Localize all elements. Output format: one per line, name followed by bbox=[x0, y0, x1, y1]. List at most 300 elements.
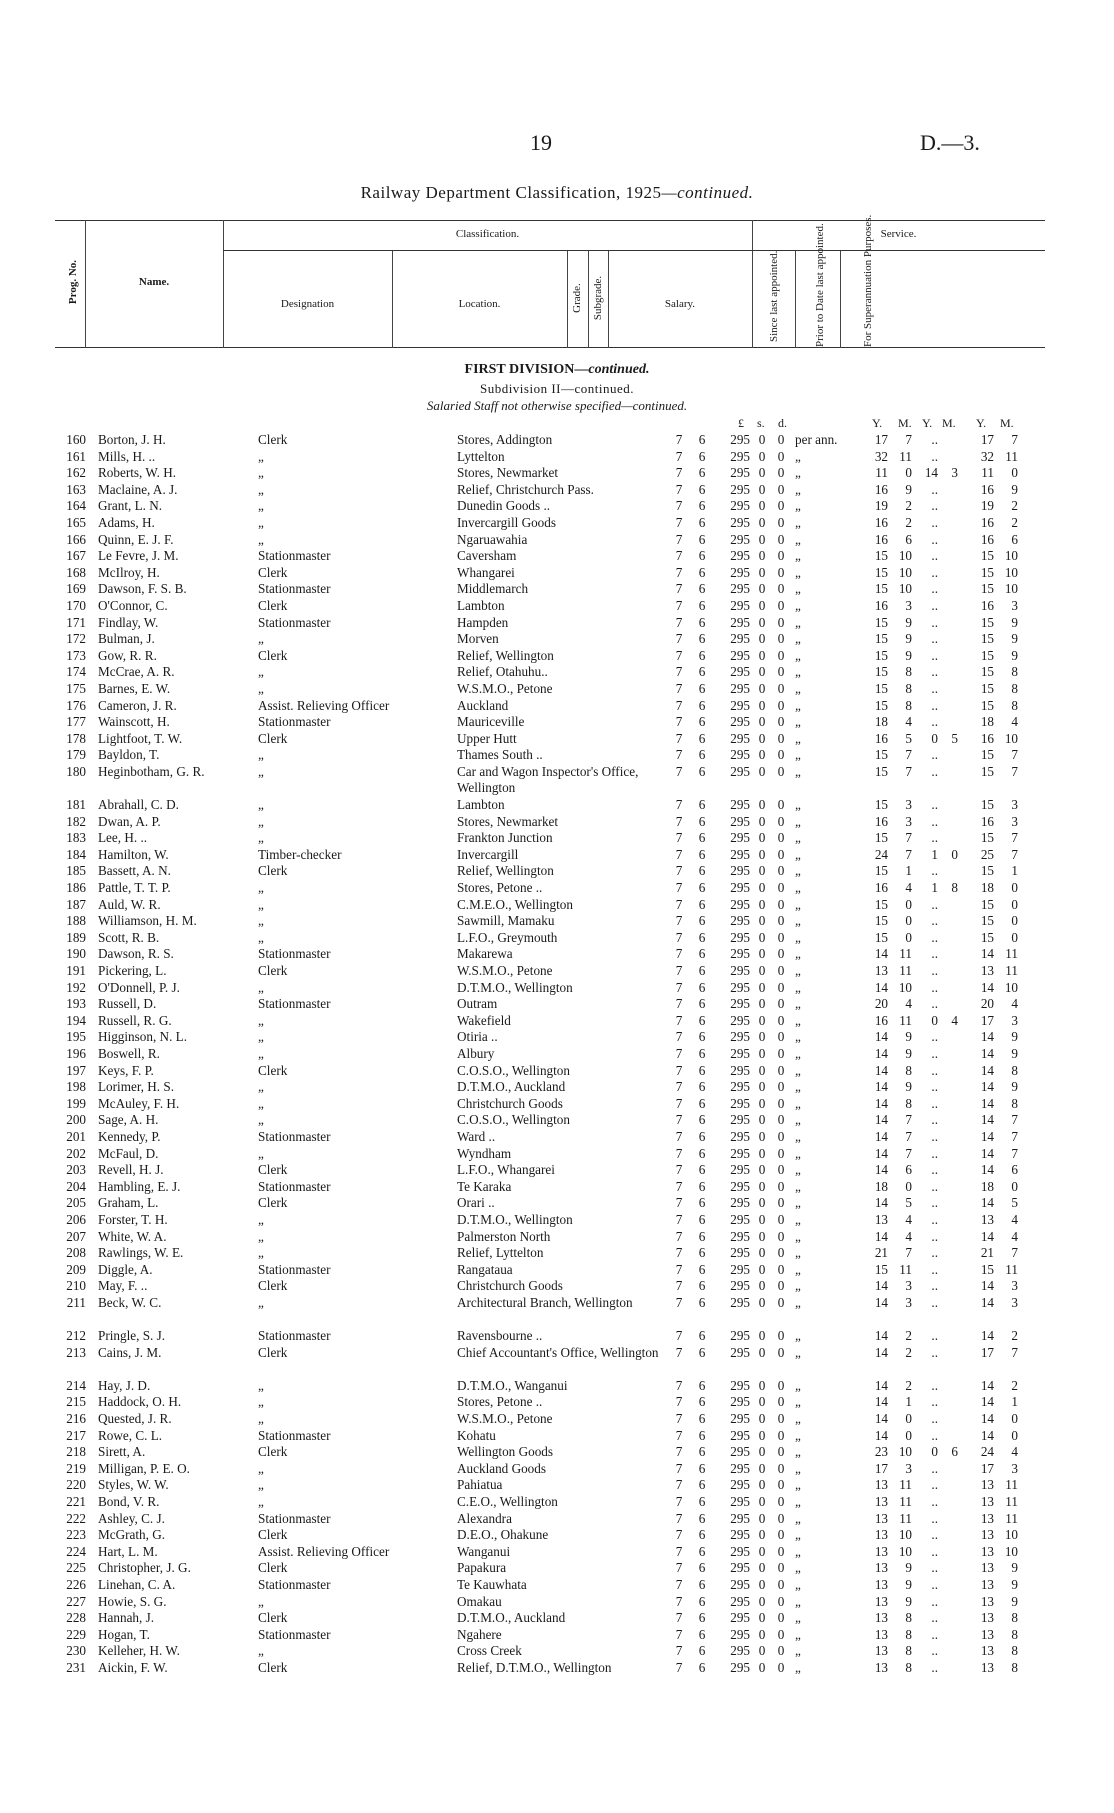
salary-pounds: 295 bbox=[730, 597, 750, 613]
staff-table-body bbox=[0, 432, 1114, 1693]
super-months: 3 bbox=[1011, 1460, 1018, 1476]
salary-pounds: 295 bbox=[730, 1128, 750, 1144]
salary-per: „ bbox=[795, 880, 801, 896]
since-last-years: 16 bbox=[874, 514, 888, 530]
since-last-years: 14 bbox=[874, 946, 888, 962]
prior-months: 6 bbox=[951, 1444, 958, 1460]
salary-shillings: 0 bbox=[758, 1294, 766, 1310]
location: L.F.O., Greymouth bbox=[457, 929, 558, 945]
subgrade: 6 bbox=[698, 946, 706, 962]
grade: 7 bbox=[675, 797, 683, 813]
prior-years: .. bbox=[931, 448, 938, 464]
salary-shillings: 0 bbox=[758, 1394, 766, 1410]
subgrade: 6 bbox=[698, 996, 706, 1012]
super-years: 13 bbox=[980, 1643, 994, 1659]
table-row bbox=[0, 631, 1114, 648]
salary-shillings: 0 bbox=[758, 1377, 766, 1393]
salary-per: „ bbox=[795, 929, 801, 945]
prog-no: 174 bbox=[66, 664, 86, 680]
super-years: 14 bbox=[980, 1095, 994, 1111]
staff-name: Dwan, A. P. bbox=[98, 813, 161, 829]
salary-pence: 0 bbox=[777, 1543, 785, 1559]
since-last-months: 9 bbox=[905, 631, 912, 647]
prog-no: 204 bbox=[66, 1178, 86, 1194]
salary-shillings: 0 bbox=[758, 432, 766, 447]
super-months: 9 bbox=[1011, 1593, 1018, 1609]
since-last-months: 10 bbox=[898, 581, 912, 597]
super-years: 15 bbox=[980, 863, 994, 879]
grade: 7 bbox=[675, 1162, 683, 1178]
salary-pounds: 295 bbox=[730, 1045, 750, 1061]
since-last-months: 4 bbox=[905, 1228, 912, 1244]
salary-pence: 0 bbox=[777, 813, 785, 829]
since-last-months: 3 bbox=[905, 797, 912, 813]
since-last-months: 7 bbox=[905, 1245, 912, 1261]
salary-shillings: 0 bbox=[758, 714, 766, 730]
salary-pence: 0 bbox=[777, 1128, 785, 1144]
salary-shillings: 0 bbox=[758, 1344, 766, 1360]
table-row bbox=[0, 1229, 1114, 1246]
prog-no: 215 bbox=[66, 1394, 86, 1410]
salary-pence: 0 bbox=[777, 680, 785, 696]
super-years: 19 bbox=[980, 498, 994, 514]
subgrade: 6 bbox=[698, 514, 706, 530]
staff-name: Pringle, S. J. bbox=[98, 1328, 166, 1344]
subgrade: 6 bbox=[698, 432, 706, 447]
prior-years: .. bbox=[931, 1162, 938, 1178]
salary-pounds: 295 bbox=[730, 1427, 750, 1443]
table-row bbox=[0, 698, 1114, 715]
grade: 7 bbox=[675, 1626, 683, 1642]
prior-years: .. bbox=[931, 680, 938, 696]
prior-years: 0 bbox=[931, 1444, 938, 1460]
salary-shillings: 0 bbox=[758, 1178, 766, 1194]
prog-no: 213 bbox=[66, 1344, 86, 1360]
salary-per: „ bbox=[795, 1543, 801, 1559]
subgrade: 6 bbox=[698, 1344, 706, 1360]
prior-years: .. bbox=[931, 531, 938, 547]
grade: 7 bbox=[675, 1477, 683, 1493]
location: Whangarei bbox=[457, 564, 515, 580]
staff-name: Williamson, H. M. bbox=[98, 913, 197, 929]
salary-pounds: 295 bbox=[730, 1394, 750, 1410]
since-last-years: 13 bbox=[874, 1576, 888, 1592]
salary-shillings: 0 bbox=[758, 564, 766, 580]
salary-pence: 0 bbox=[777, 631, 785, 647]
location: Wanganui bbox=[457, 1543, 511, 1559]
salary-per: „ bbox=[795, 846, 801, 862]
staff-name: McFaul, D. bbox=[98, 1145, 159, 1161]
salary-pence: 0 bbox=[777, 1211, 785, 1227]
staff-name: Lorimer, H. S. bbox=[98, 1079, 175, 1095]
since-last-years: 13 bbox=[874, 1659, 888, 1675]
staff-name: McCrae, A. R. bbox=[98, 664, 175, 680]
since-last-months: 0 bbox=[905, 929, 912, 945]
prior-years: .. bbox=[931, 747, 938, 763]
salary-pounds: 295 bbox=[730, 846, 750, 862]
prior-years: .. bbox=[931, 1045, 938, 1061]
grade: 7 bbox=[675, 1294, 683, 1310]
since-last-months: 9 bbox=[905, 1079, 912, 1095]
since-last-months: 0 bbox=[905, 465, 912, 481]
salary-per: „ bbox=[795, 1012, 801, 1028]
since-last-months: 8 bbox=[905, 697, 912, 713]
grade: 7 bbox=[675, 1328, 683, 1344]
since-last-years: 13 bbox=[874, 1494, 888, 1509]
designation: Assist. Relieving Officer bbox=[258, 1543, 390, 1559]
prior-years: .. bbox=[931, 1460, 938, 1476]
header-prior: Prior to Date last appointed. bbox=[814, 223, 826, 347]
salary-per: „ bbox=[795, 913, 801, 929]
prior-years: 1 bbox=[931, 846, 938, 862]
location: Christchurch Goods bbox=[457, 1278, 563, 1294]
designation: Stationmaster bbox=[258, 548, 331, 564]
super-years: 15 bbox=[980, 830, 994, 846]
since-last-months: 2 bbox=[905, 498, 912, 514]
since-last-years: 13 bbox=[874, 1643, 888, 1659]
table-row bbox=[0, 681, 1114, 698]
super-months: 4 bbox=[1011, 714, 1018, 730]
subgrade: 6 bbox=[698, 714, 706, 730]
location: Sawmill, Mamaku bbox=[457, 913, 555, 929]
since-last-months: 9 bbox=[905, 1593, 912, 1609]
staff-name: Sirett, A. bbox=[98, 1444, 146, 1460]
since-last-months: 0 bbox=[905, 1178, 912, 1194]
unit-years-2: Y. bbox=[922, 416, 933, 430]
since-last-years: 16 bbox=[874, 531, 888, 547]
designation: Stationmaster bbox=[258, 1576, 331, 1592]
grade: 7 bbox=[675, 1145, 683, 1161]
super-years: 25 bbox=[980, 846, 994, 862]
super-years: 13 bbox=[980, 1527, 994, 1543]
location: Architectural Branch, Wellington bbox=[457, 1294, 633, 1310]
salary-pounds: 295 bbox=[730, 747, 750, 763]
prog-no: 206 bbox=[66, 1211, 86, 1227]
since-last-years: 15 bbox=[874, 747, 888, 763]
since-last-years: 16 bbox=[874, 597, 888, 613]
salary-per: „ bbox=[795, 1510, 801, 1526]
designation: Stationmaster bbox=[258, 996, 331, 1012]
subgrade: 6 bbox=[698, 1593, 706, 1609]
prior-months: 0 bbox=[951, 846, 958, 862]
salary-pence: 0 bbox=[777, 531, 785, 547]
prog-no: 163 bbox=[66, 481, 86, 497]
salary-shillings: 0 bbox=[758, 1444, 766, 1460]
prog-no: 185 bbox=[66, 863, 86, 879]
prog-no: 217 bbox=[66, 1427, 86, 1443]
location: Wakefield bbox=[457, 1012, 511, 1028]
prog-no: 205 bbox=[66, 1195, 86, 1211]
since-last-years: 15 bbox=[874, 614, 888, 630]
location: Makarewa bbox=[457, 946, 513, 962]
super-months: 11 bbox=[1005, 946, 1018, 962]
unit-years-1: Y. bbox=[872, 416, 883, 430]
prior-years: .. bbox=[931, 1328, 938, 1344]
staff-name: Wainscott, H. bbox=[98, 714, 170, 730]
super-months: 0 bbox=[1011, 929, 1018, 945]
salary-pence: 0 bbox=[777, 880, 785, 896]
salary-per: „ bbox=[795, 714, 801, 730]
super-years: 13 bbox=[980, 963, 994, 978]
location: Relief, Christchurch Pass. bbox=[457, 481, 594, 497]
super-months: 0 bbox=[1011, 896, 1018, 912]
prog-no: 167 bbox=[66, 548, 86, 564]
salary-pounds: 295 bbox=[730, 730, 750, 746]
grade: 7 bbox=[675, 896, 683, 912]
salary-shillings: 0 bbox=[758, 1560, 766, 1576]
super-months: 3 bbox=[1011, 1294, 1018, 1310]
table-row bbox=[0, 1063, 1114, 1080]
staff-name: Hannah, J. bbox=[98, 1610, 155, 1626]
table-row bbox=[0, 1195, 1114, 1212]
salary-per: „ bbox=[795, 946, 801, 962]
super-months: 7 bbox=[1011, 1112, 1018, 1128]
since-last-months: 7 bbox=[905, 1112, 912, 1128]
salary-per: „ bbox=[795, 1377, 801, 1393]
super-years: 17 bbox=[980, 432, 994, 447]
grade: 7 bbox=[675, 548, 683, 564]
super-years: 14 bbox=[980, 1062, 994, 1078]
designation: „ bbox=[258, 763, 264, 779]
salary-pounds: 295 bbox=[730, 647, 750, 663]
designation: „ bbox=[258, 1411, 264, 1427]
prior-years: .. bbox=[931, 1195, 938, 1211]
since-last-months: 5 bbox=[905, 730, 912, 746]
prior-years: .. bbox=[931, 1112, 938, 1128]
designation: Stationmaster bbox=[258, 614, 331, 630]
prog-no: 187 bbox=[66, 896, 86, 912]
salary-shillings: 0 bbox=[758, 465, 766, 481]
designation: Stationmaster bbox=[258, 1510, 331, 1526]
salary-per: „ bbox=[795, 514, 801, 530]
staff-name: Le Fevre, J. M. bbox=[98, 548, 179, 564]
designation: Clerk bbox=[258, 432, 288, 447]
designation: Stationmaster bbox=[258, 1427, 331, 1443]
table-row bbox=[0, 1079, 1114, 1096]
subgrade: 6 bbox=[698, 1195, 706, 1211]
table-row bbox=[0, 1461, 1114, 1478]
table-row bbox=[0, 465, 1114, 482]
salary-shillings: 0 bbox=[758, 813, 766, 829]
salary-pounds: 295 bbox=[730, 1178, 750, 1194]
staff-name: McAuley, F. H. bbox=[98, 1095, 180, 1111]
staff-name: O'Donnell, P. J. bbox=[98, 979, 180, 995]
location: Stores, Petone .. bbox=[457, 1394, 543, 1410]
since-last-years: 13 bbox=[874, 1626, 888, 1642]
salary-shillings: 0 bbox=[758, 1045, 766, 1061]
table-row bbox=[0, 581, 1114, 598]
salary-shillings: 0 bbox=[758, 1411, 766, 1427]
salary-pence: 0 bbox=[777, 1444, 785, 1460]
table-row bbox=[0, 449, 1114, 466]
designation: Clerk bbox=[258, 1162, 288, 1178]
prior-years: .. bbox=[931, 1245, 938, 1261]
since-last-months: 9 bbox=[905, 1576, 912, 1592]
prior-years: .. bbox=[931, 763, 938, 779]
salary-shillings: 0 bbox=[758, 1145, 766, 1161]
prior-years: .. bbox=[931, 1659, 938, 1675]
grade: 7 bbox=[675, 979, 683, 995]
since-last-years: 18 bbox=[874, 714, 888, 730]
since-last-months: 10 bbox=[898, 1444, 912, 1460]
since-last-months: 11 bbox=[899, 1261, 912, 1277]
prior-years: .. bbox=[931, 1294, 938, 1310]
salary-pounds: 295 bbox=[730, 929, 750, 945]
since-last-years: 15 bbox=[874, 664, 888, 680]
grade: 7 bbox=[675, 1012, 683, 1028]
page-title-suffix: —continued. bbox=[661, 183, 754, 202]
super-years: 13 bbox=[980, 1659, 994, 1675]
prior-years: .. bbox=[931, 1228, 938, 1244]
staff-name: Boswell, R. bbox=[98, 1045, 160, 1061]
subgrade: 6 bbox=[698, 564, 706, 580]
salary-pence: 0 bbox=[777, 1012, 785, 1028]
prior-years: .. bbox=[931, 1394, 938, 1410]
prog-no: 168 bbox=[66, 564, 86, 580]
prog-no: 208 bbox=[66, 1245, 86, 1261]
salary-pounds: 295 bbox=[730, 1145, 750, 1161]
location: Papakura bbox=[457, 1560, 507, 1576]
super-months: 8 bbox=[1011, 664, 1018, 680]
table-row bbox=[0, 1527, 1114, 1544]
prior-years: .. bbox=[931, 929, 938, 945]
prior-years: .. bbox=[931, 1211, 938, 1227]
designation: Clerk bbox=[258, 1062, 288, 1078]
prior-years: .. bbox=[931, 1643, 938, 1659]
grade: 7 bbox=[675, 1643, 683, 1659]
header-prog-no: Prog. No. bbox=[67, 259, 79, 305]
salary-pounds: 295 bbox=[730, 1261, 750, 1277]
table-row bbox=[0, 1096, 1114, 1113]
salary-per: „ bbox=[795, 1079, 801, 1095]
subgrade: 6 bbox=[698, 1626, 706, 1642]
super-years: 14 bbox=[980, 1394, 994, 1410]
location: Invercargill Goods bbox=[457, 514, 557, 530]
since-last-years: 11 bbox=[875, 465, 888, 481]
location: Ravensbourne .. bbox=[457, 1328, 543, 1344]
salary-per: „ bbox=[795, 1477, 801, 1493]
table-row bbox=[0, 930, 1114, 947]
grade: 7 bbox=[675, 1560, 683, 1576]
page-title bbox=[0, 183, 1114, 203]
salary-per: „ bbox=[795, 1211, 801, 1227]
salary-pence: 0 bbox=[777, 1195, 785, 1211]
super-months: 11 bbox=[1005, 1261, 1018, 1277]
prog-no: 164 bbox=[66, 498, 86, 514]
location: Thames South .. bbox=[457, 747, 543, 763]
prior-years: .. bbox=[931, 614, 938, 630]
since-last-years: 14 bbox=[874, 1145, 888, 1161]
staff-name: Russell, D. bbox=[98, 996, 157, 1012]
designation: „ bbox=[258, 680, 264, 696]
salary-shillings: 0 bbox=[758, 697, 766, 713]
prior-years: .. bbox=[931, 913, 938, 929]
table-row bbox=[0, 714, 1114, 731]
super-years: 13 bbox=[980, 1576, 994, 1592]
super-years: 15 bbox=[980, 664, 994, 680]
salary-shillings: 0 bbox=[758, 1162, 766, 1178]
salary-per: „ bbox=[795, 614, 801, 630]
grade: 7 bbox=[675, 448, 683, 464]
since-last-months: 4 bbox=[905, 1211, 912, 1227]
table-row bbox=[0, 432, 1114, 449]
salary-pence: 0 bbox=[777, 1062, 785, 1078]
since-last-months: 1 bbox=[905, 863, 912, 879]
designation: „ bbox=[258, 465, 264, 481]
salary-pounds: 295 bbox=[730, 830, 750, 846]
super-years: 16 bbox=[980, 730, 994, 746]
prior-months: 8 bbox=[951, 880, 958, 896]
table-row bbox=[0, 482, 1114, 499]
super-months: 2 bbox=[1011, 1328, 1018, 1344]
prog-no: 219 bbox=[66, 1460, 86, 1476]
prog-no: 182 bbox=[66, 813, 86, 829]
salary-pence: 0 bbox=[777, 1411, 785, 1427]
super-years: 14 bbox=[980, 1411, 994, 1427]
location: D.T.M.O., Wanganui bbox=[457, 1377, 568, 1393]
super-years: 17 bbox=[980, 1460, 994, 1476]
staff-name: Graham, L. bbox=[98, 1195, 159, 1211]
header-grade: Grade. bbox=[571, 283, 583, 313]
since-last-years: 13 bbox=[874, 1610, 888, 1626]
staff-name: Pickering, L. bbox=[98, 963, 167, 978]
since-last-months: 3 bbox=[905, 1294, 912, 1310]
staff-name: Christopher, J. G. bbox=[98, 1560, 191, 1576]
salary-pounds: 295 bbox=[730, 979, 750, 995]
salary-shillings: 0 bbox=[758, 1576, 766, 1592]
subgrade: 6 bbox=[698, 1178, 706, 1194]
salary-pence: 0 bbox=[777, 1659, 785, 1675]
salary-shillings: 0 bbox=[758, 498, 766, 514]
subgrade: 6 bbox=[698, 1411, 706, 1427]
salary-shillings: 0 bbox=[758, 1527, 766, 1543]
salary-shillings: 0 bbox=[758, 1245, 766, 1261]
super-years: 13 bbox=[980, 1626, 994, 1642]
designation: Assist. Relieving Officer bbox=[258, 697, 390, 713]
salary-pounds: 295 bbox=[730, 1062, 750, 1078]
prog-no: 162 bbox=[66, 465, 86, 481]
document-reference: D.—3. bbox=[920, 130, 980, 155]
prog-no: 175 bbox=[66, 680, 86, 696]
grade: 7 bbox=[675, 763, 683, 779]
grade: 7 bbox=[675, 1510, 683, 1526]
salary-pounds: 295 bbox=[730, 863, 750, 879]
salary-pence: 0 bbox=[777, 548, 785, 564]
table-row bbox=[0, 1444, 1114, 1461]
salary-pence: 0 bbox=[777, 581, 785, 597]
salary-per: „ bbox=[795, 963, 801, 978]
prog-no: 178 bbox=[66, 730, 86, 746]
prog-no: 176 bbox=[66, 697, 86, 713]
super-months: 6 bbox=[1011, 531, 1018, 547]
salary-pounds: 295 bbox=[730, 697, 750, 713]
prior-years: .. bbox=[931, 1510, 938, 1526]
since-last-months: 4 bbox=[905, 880, 912, 896]
prior-years: .. bbox=[931, 597, 938, 613]
designation: Clerk bbox=[258, 1610, 288, 1626]
since-last-months: 8 bbox=[905, 1626, 912, 1642]
grade: 7 bbox=[675, 1411, 683, 1427]
designation: Clerk bbox=[258, 730, 288, 746]
super-months: 4 bbox=[1011, 1444, 1018, 1460]
prog-no: 189 bbox=[66, 929, 86, 945]
designation: „ bbox=[258, 1394, 264, 1410]
salary-pence: 0 bbox=[777, 1095, 785, 1111]
prog-no: 181 bbox=[66, 797, 86, 813]
salary-pence: 0 bbox=[777, 1178, 785, 1194]
salary-per: „ bbox=[795, 1245, 801, 1261]
salary-shillings: 0 bbox=[758, 1643, 766, 1659]
